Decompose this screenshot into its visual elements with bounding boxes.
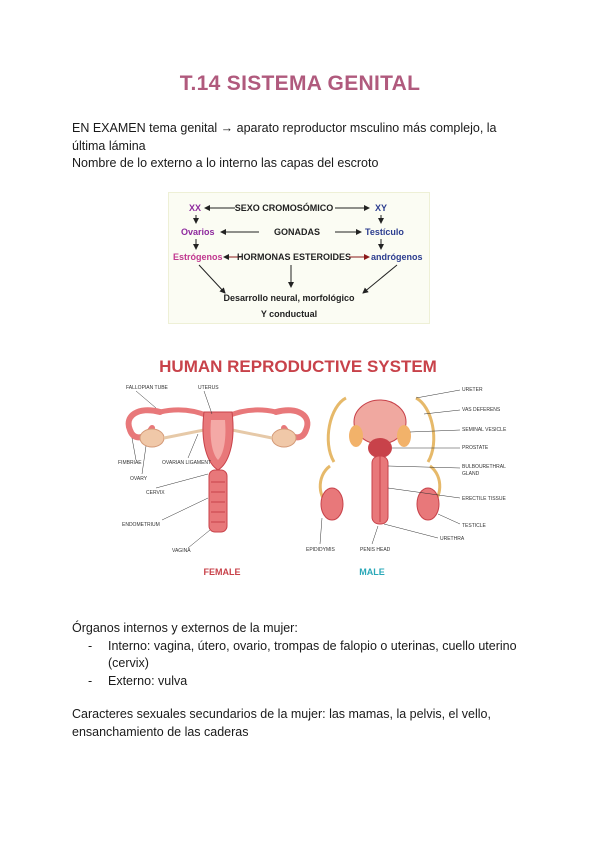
label-prostate: PROSTATE	[462, 445, 489, 451]
label-cervix: CERVIX	[146, 490, 165, 496]
list-item	[72, 673, 542, 691]
converge-arrow-left	[199, 265, 225, 293]
label-ovary: OVARY	[130, 476, 148, 482]
label-erectile-tissue: ERECTILE TISSUE	[462, 496, 506, 502]
hormonas-esteroides-label: HORMONAS ESTEROIDES	[236, 252, 352, 262]
intro-line-3: Nombre de lo externo a lo interno las capas del escroto	[72, 156, 379, 170]
organos-heading: Órganos internos y externos de la mujer:	[72, 621, 298, 635]
female-organs-graphic	[129, 410, 308, 532]
label-epididymis: EPIDIDYMIS	[306, 547, 335, 553]
list-dash: -	[88, 673, 93, 688]
converge-arrow-right	[363, 265, 397, 293]
organos-section	[72, 620, 542, 690]
label-fimbriae: FIMBRIAE	[118, 460, 142, 466]
label-ureter: URETER	[462, 387, 483, 393]
intro-paragraph	[72, 120, 542, 173]
label-bulbourethral-1: BULBOURETHRAL	[462, 464, 506, 470]
androgenos-label: andrógenos	[371, 252, 423, 262]
intro-line-2: última lámina	[72, 138, 146, 153]
label-penis-head: PENIS HEAD	[360, 547, 391, 553]
label-uterus: UTERUS	[198, 385, 219, 391]
label-bulbourethral-2: GLAND	[462, 471, 480, 477]
page-title: T.14 SISTEMA GENITAL	[179, 72, 421, 95]
anatomy-illustration	[108, 348, 508, 588]
intro-line-1: EN EXAMEN tema genital → aparato reproductor msculino más complejo, la	[72, 121, 497, 135]
gonadas-label: GONADAS	[273, 227, 321, 237]
anatomy-svg	[108, 348, 508, 588]
male-organs-graphic	[320, 398, 440, 524]
label-endometrium: ENDOMETRIUM	[122, 522, 160, 528]
male-caption: MALE	[359, 567, 385, 577]
list-item-text: Externo: vulva	[108, 673, 188, 688]
label-ovarian-ligament: OVARIAN LIGAMENT	[162, 460, 212, 466]
label-urethra: URETHRA	[440, 536, 465, 542]
sexo-cromosomico-label: SEXO CROMOSÓMICO	[234, 203, 334, 213]
caracteres-paragraph: Caracteres sexuales secundarios de la mujer: las mamas, la pelvis, el vello, ensanchamiento de las caderas	[72, 707, 491, 739]
xy-label: XY	[375, 203, 388, 213]
label-fallopian-tube: FALLOPIAN TUBE	[126, 385, 168, 391]
desarrollo-line-2: Y conductual	[260, 309, 318, 319]
label-vas-deferens: VAS DEFERENS	[462, 407, 501, 413]
testiculo-label: Testículo	[365, 227, 404, 237]
label-seminal-vesicle: SEMINAL VESICLE	[462, 427, 507, 433]
diagram-svg	[169, 193, 431, 325]
ovarios-label: Ovarios	[181, 227, 215, 237]
desarrollo-line-1: Desarrollo neural, morfológico	[223, 293, 355, 303]
label-testicle: TESTICLE	[462, 523, 486, 529]
list-item-text: Interno: vagina, útero, ovario, trompas de falopio o uterinas, cuello uterino (cervix)	[108, 638, 517, 670]
xx-label: XX	[189, 203, 202, 213]
anatomy-title: HUMAN REPRODUCTIVE SYSTEM	[159, 357, 437, 376]
estrogenos-label: Estrógenos	[173, 252, 223, 262]
list-item	[72, 638, 542, 673]
list-dash: -	[88, 638, 93, 653]
sex-differentiation-diagram	[168, 192, 430, 324]
female-caption: FEMALE	[203, 567, 241, 577]
label-vagina: VAGINA	[172, 548, 191, 554]
